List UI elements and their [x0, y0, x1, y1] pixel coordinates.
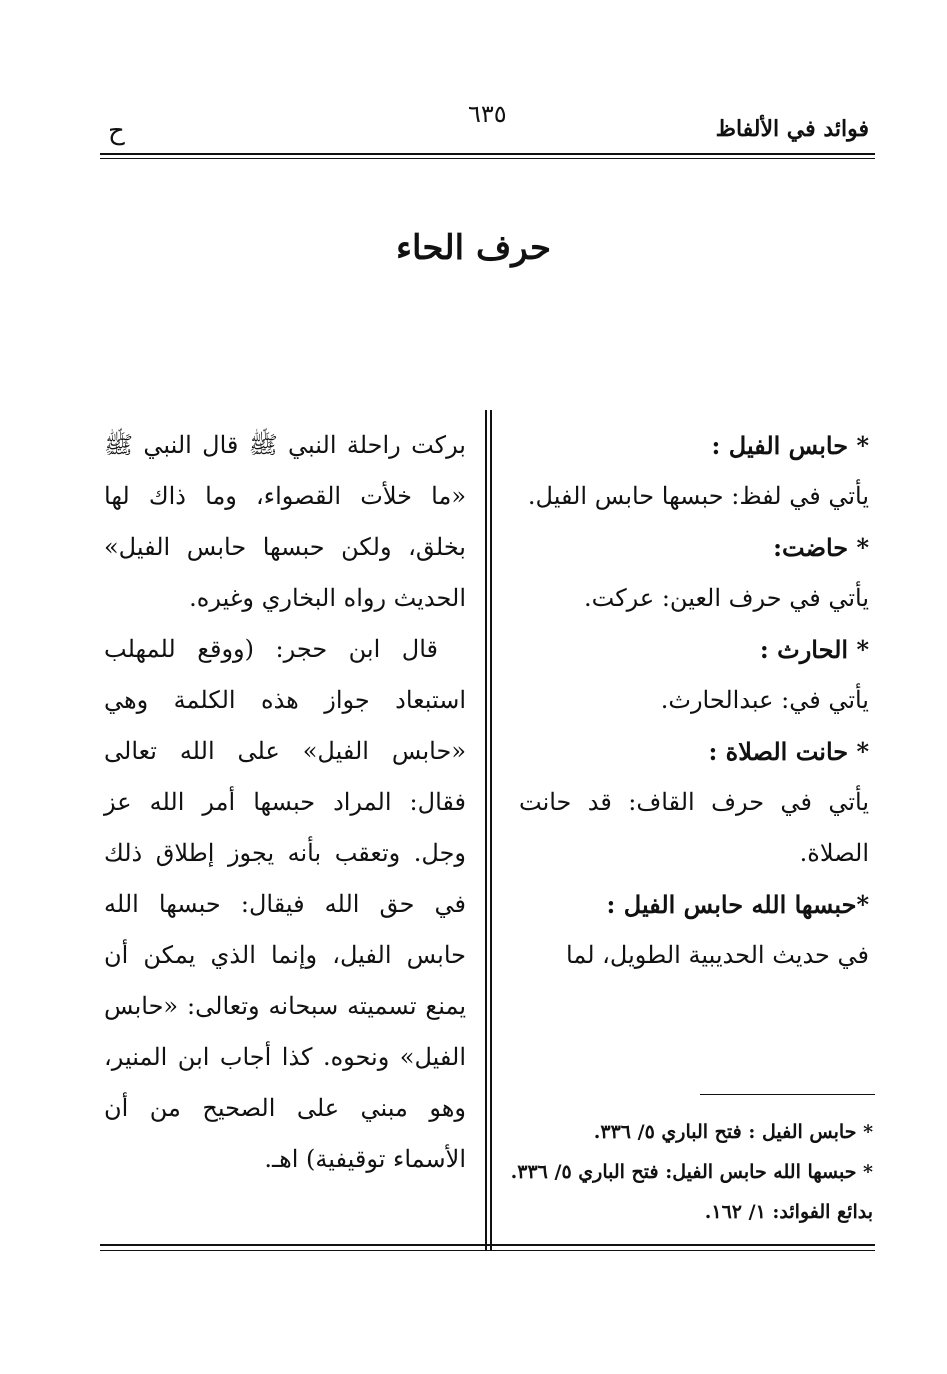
- entry-heading: * حابس الفيل :: [711, 431, 869, 460]
- footnote-rule: [700, 1094, 875, 1095]
- entry-body: يأتي في لفظ: حبسها حابس الفيل.: [527, 482, 869, 510]
- entry-heading: * حانت الصلاة :: [708, 737, 869, 766]
- bottom-rule: [100, 1244, 875, 1246]
- column-divider: [485, 410, 487, 1250]
- footnotes: [503, 1112, 873, 1232]
- running-title: فوائد في الألفاظ: [715, 116, 869, 142]
- entry-body: يأتي في حرف القاف: قد حانت الصلاة.: [519, 788, 869, 867]
- bottom-rule-thin: [100, 1250, 875, 1251]
- footnote: * حبسها الله حابس الفيل: فتح الباري ٥/ ٣٣٦. بدائع الفوائد: ١/ ١٦٢.: [510, 1161, 873, 1223]
- entry-heading: * حاضت:: [773, 533, 869, 562]
- section-letter: ح: [108, 116, 125, 146]
- entry-body: يأتي في حرف العين: عركت.: [584, 584, 869, 612]
- commentary-paragraph: قال ابن حجر: (ووقع للمهلب استبعاد جواز هذه الكلمة وهي «حابس الفيل» على الله تعالى فقال: المراد حبسها أمر الله عز وجل. وتعقب بأنه يجوز إطلاق ذلك في حق الله فيقال: حبسها الله حابس الفيل، وإنما الذي يمكن أن يمنع تسميته سبحانه وتعالى: «حابس الفيل» ونحوه. كذا أجاب ابن المنير، وهو مبني على الصحيح من أن الأسماء توقيفية) اهـ.: [104, 635, 466, 1173]
- header-rule: [100, 153, 875, 155]
- entry-body: يأتي في: عبدالحارث.: [660, 686, 869, 714]
- column-left: [104, 420, 466, 1185]
- section-title: حرف الحاء: [396, 228, 551, 268]
- column-right: [519, 420, 869, 981]
- hadith-paragraph: بركت راحلة النبي ﷺ قال النبي ﷺ «ما خلأت القصواء، وما ذاك لها بخلق، ولكن حبسها حابس الفيل» الحديث رواه البخاري وغيره.: [104, 431, 466, 612]
- footnote: * حابس الفيل : فتح الباري ٥/ ٣٣٦.: [593, 1121, 873, 1143]
- column-divider-thin: [490, 410, 492, 1250]
- entry-body: في حديث الحديبية الطويل، لما: [566, 941, 869, 969]
- header-rule-thin: [100, 158, 875, 159]
- entry-heading: * الحارث :: [759, 635, 869, 664]
- entry-heading: *حبسها الله حابس الفيل :: [606, 890, 869, 919]
- page-number: ٦٣٥: [468, 100, 507, 128]
